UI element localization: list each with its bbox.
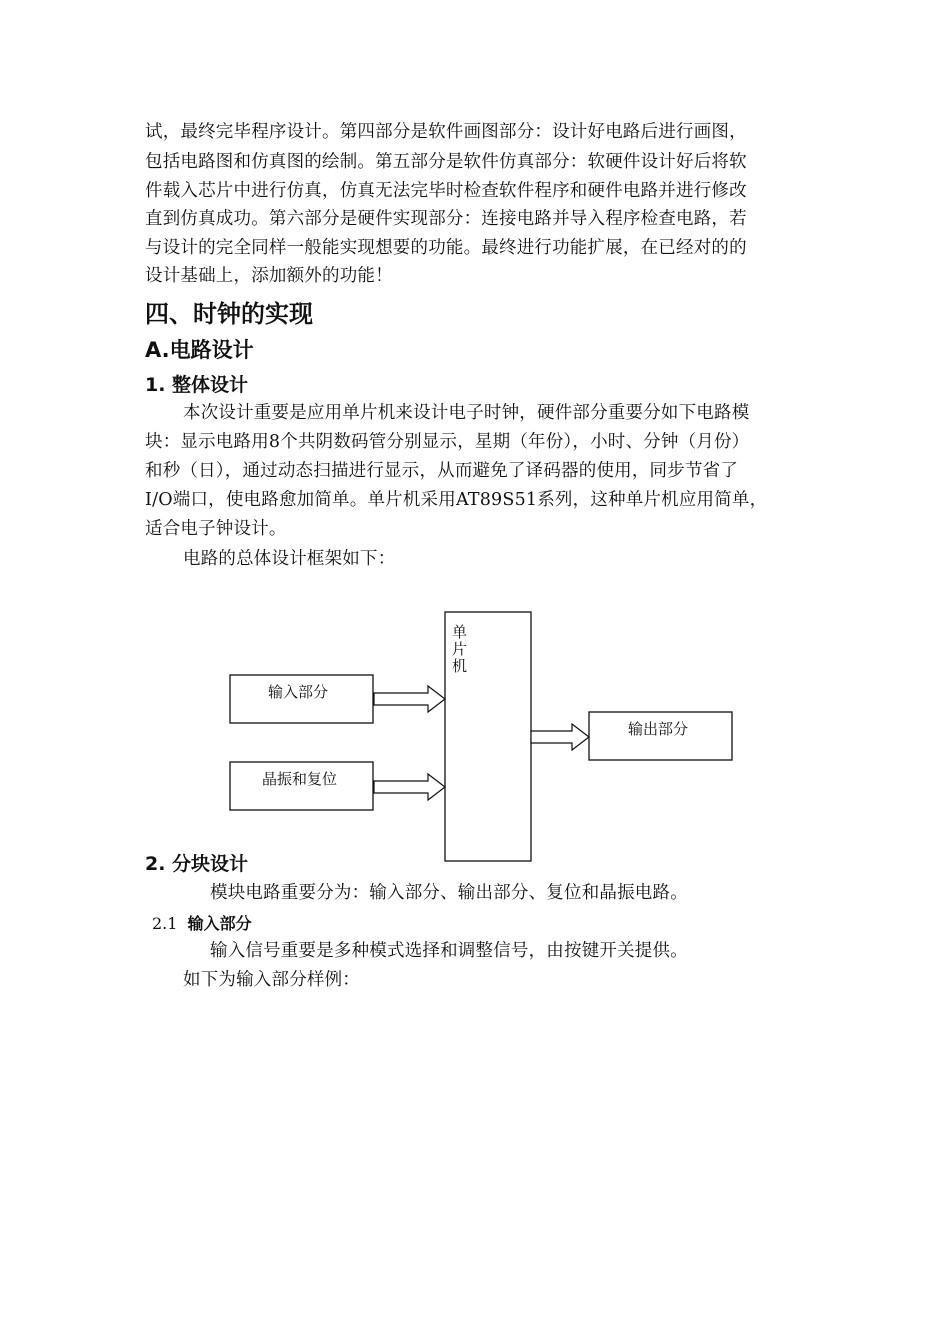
mcu-label-2: 片 <box>452 640 468 658</box>
input-section-heading <box>152 911 252 934</box>
mcu-label-1: 单 <box>452 623 468 641</box>
overall-line-4: I/O端口，使电路愈加简单。单片机采用AT89S51系列，这种单片机应用简单， <box>145 490 768 510</box>
block-design-heading: 2. 分块设计 <box>145 853 249 875</box>
input-arrow <box>374 686 445 712</box>
block-design-line: 模块电路重要分为：输入部分、输出部分、复位和晶振电路。 <box>210 883 688 903</box>
intro-line-5: 与设计的完全同样一般能实现想要的功能。最终进行功能扩展，在已经对的的 <box>145 238 747 258</box>
intro-line-4: 直到仿真成功。第六部分是硬件实现部分：连接电路并导入程序检查电路，若 <box>145 209 747 229</box>
overall-line-1: 本次设计重要是应用单片机来设计电子时钟，硬件部分重要分如下电路模 <box>183 403 750 423</box>
output-label: 输出部分 <box>628 720 689 738</box>
intro-line-3: 件载入芯片中进行仿真，仿真无法完毕时检查软件程序和硬件电路并进行修改 <box>145 181 747 201</box>
overall-line-5: 适合电子钟设计。 <box>145 519 287 539</box>
input-section-number: 2.1 <box>152 914 178 933</box>
overall-line-3: 和秒（日），通过动态扫描进行显示，从而避免了译码器的使用，同步节省了 <box>145 461 739 481</box>
framework-caption: 电路的总体设计框架如下： <box>183 549 396 569</box>
crystal-reset-label: 晶振和复位 <box>262 770 338 788</box>
overall-design-heading: 1. 整体设计 <box>145 374 249 396</box>
mcu-label-3: 机 <box>452 657 468 675</box>
crystal-arrow <box>374 774 445 800</box>
overall-line-2: 块：显示电路用8个共阴数码管分别显示，星期（年份），小时、分钟（月份） <box>145 432 750 452</box>
output-arrow <box>531 724 589 750</box>
intro-line-2: 包括电路图和仿真图的绘制。第五部分是软件仿真部分：软硬件设计好后将软 <box>145 152 747 172</box>
input-label: 输入部分 <box>268 683 329 701</box>
input-section-title: 输入部分 <box>187 914 252 933</box>
subsection-title: A.电路设计 <box>145 338 254 362</box>
intro-line-1: 试，最终完毕程序设计。第四部分是软件画图部分：设计好电路后进行画图， <box>145 122 747 142</box>
intro-line-6: 设计基础上，添加额外的功能！ <box>145 266 393 286</box>
input-example-caption: 如下为输入部分样例： <box>183 970 360 990</box>
input-section-line: 输入信号重要是多种模式选择和调整信号，由按键开关提供。 <box>210 941 688 961</box>
section-title: 四、时钟的实现 <box>145 300 313 328</box>
